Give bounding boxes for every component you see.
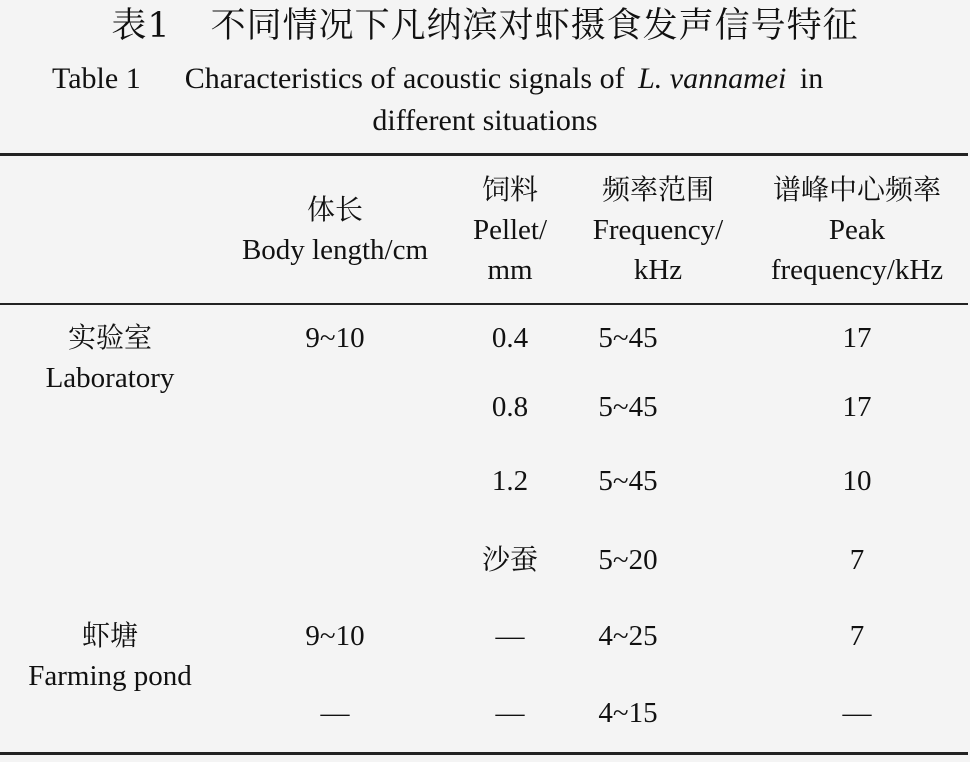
table-header-rule — [0, 303, 968, 305]
table-cell-peak: 7 — [849, 620, 865, 652]
table-cell-frequency: 5~45 — [598, 465, 658, 497]
group-laboratory-en: Laboratory — [45, 362, 175, 394]
table-cell-pellet: 0.8 — [491, 391, 529, 423]
table-cell-frequency: 5~45 — [598, 391, 658, 423]
group-laboratory — [0, 318, 220, 398]
table-cell-body-length: 9~10 — [305, 620, 365, 652]
header-peak-en2: frequency/kHz — [770, 254, 944, 286]
table-cell-pellet: 0.4 — [491, 322, 529, 354]
caption-text-before: Characteristics of acoustic signals of — [184, 62, 625, 95]
group-pond-en: Farming pond — [28, 660, 192, 692]
header-frequency-en2: kHz — [633, 254, 683, 286]
table-number-english: Table 1 — [52, 62, 141, 95]
table-cell-body-length: 9~10 — [305, 322, 365, 354]
table-cell-frequency: 5~20 — [598, 544, 658, 576]
table-cell-pellet: — — [495, 697, 525, 729]
header-frequency — [568, 170, 748, 290]
table-cell-body-length: — — [320, 697, 350, 729]
table-caption-english-line1 — [52, 58, 823, 100]
table-cell-frequency: 4~15 — [598, 697, 658, 729]
species-name: L. vannamei — [638, 62, 787, 95]
caption-text-after: in — [799, 62, 824, 95]
table-cell-peak: 17 — [842, 322, 872, 354]
table-title-chinese — [0, 4, 970, 48]
table-cell-peak: 7 — [849, 544, 865, 576]
header-pellet-cn: 饲料 — [481, 173, 538, 206]
header-pellet — [455, 170, 565, 290]
table-cell-peak: — — [842, 697, 872, 729]
table-caption-chinese: 不同情况下凡纳滨对虾摄食发声信号特征 — [210, 6, 859, 46]
pellet-sandworm: 沙蚕 — [481, 543, 538, 576]
group-farming-pond — [0, 616, 220, 696]
group-pond-cn: 虾塘 — [81, 619, 138, 652]
table-cell-frequency: 5~45 — [598, 322, 658, 354]
header-body-length-cn: 体长 — [306, 193, 363, 226]
table-cell-pellet — [455, 540, 565, 580]
header-pellet-en2: mm — [487, 254, 533, 286]
header-peak-frequency — [748, 170, 966, 290]
header-peak-cn: 谱峰中心频率 — [772, 173, 941, 206]
table-bottom-rule — [0, 752, 968, 755]
table-cell-peak: 10 — [842, 465, 872, 497]
table-cell-peak: 17 — [842, 391, 872, 423]
header-pellet-en: Pellet/ — [472, 214, 548, 246]
table-cell-pellet: — — [495, 620, 525, 652]
header-body-length-en: Body length/cm — [241, 234, 429, 266]
header-frequency-cn: 频率范围 — [601, 173, 714, 206]
header-frequency-en: Frequency/ — [592, 214, 724, 246]
group-laboratory-cn: 实验室 — [67, 321, 152, 354]
table-cell-frequency: 4~25 — [598, 620, 658, 652]
table-top-rule — [0, 153, 968, 156]
table-caption-english-line2: different situations — [372, 104, 598, 137]
header-body-length — [215, 190, 455, 270]
table-number-chinese: 表1 — [111, 6, 171, 46]
table-cell-pellet: 1.2 — [491, 465, 529, 497]
header-peak-en: Peak — [828, 214, 886, 246]
